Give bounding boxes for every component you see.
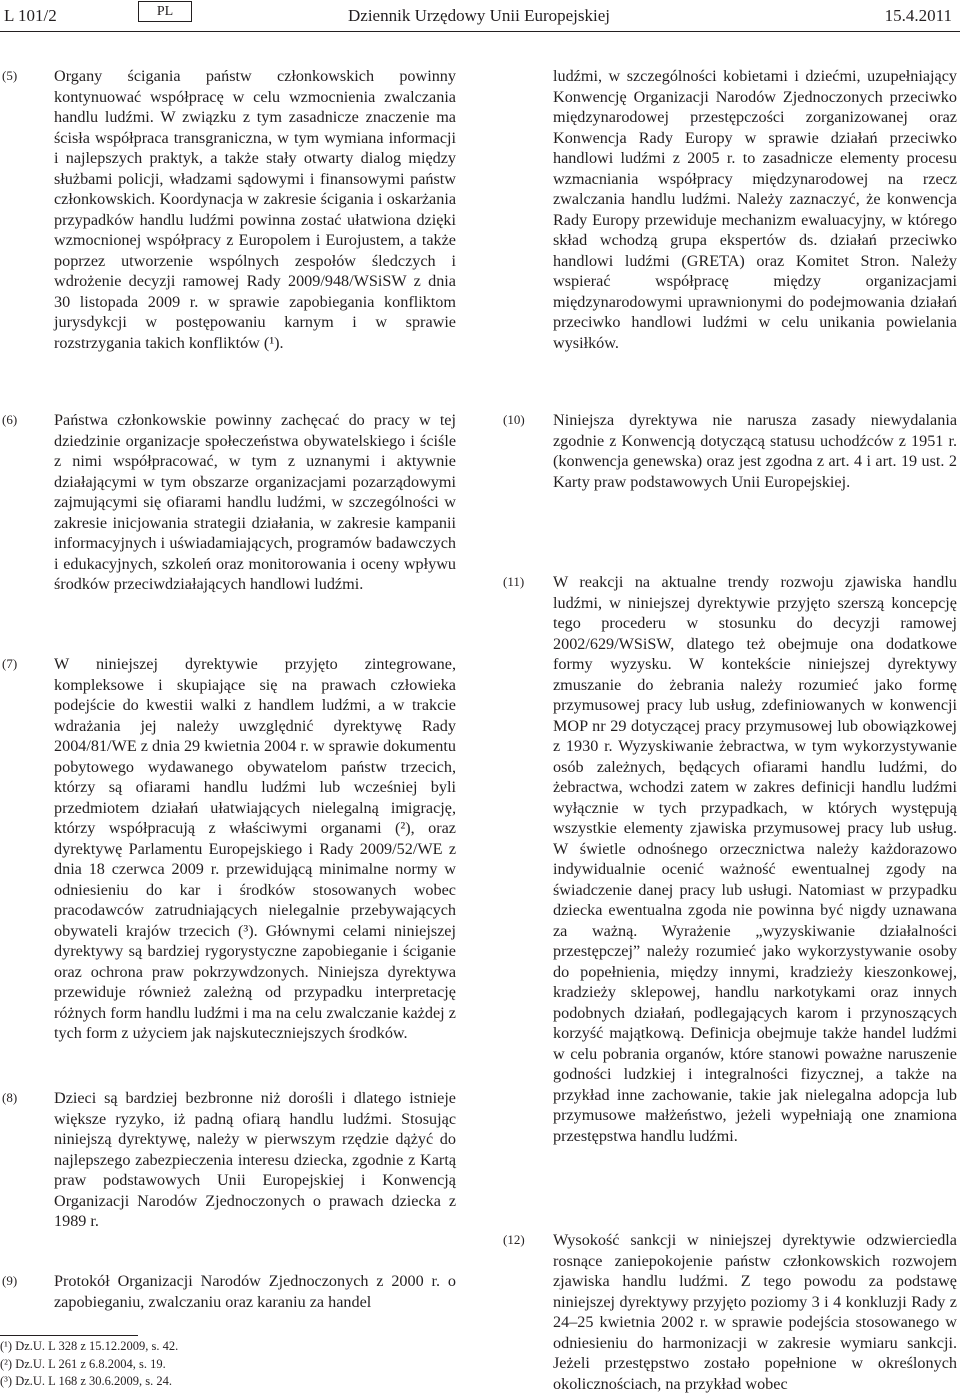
page-number: L 101/2 [4, 6, 57, 25]
recital-number: (11) [503, 574, 525, 589]
recital-number: (8) [2, 1090, 18, 1105]
language-badge: PL [138, 1, 192, 22]
recital-number: (6) [2, 412, 18, 427]
recital-number: (12) [503, 1232, 525, 1247]
header-rule [0, 31, 960, 32]
recital-number: (7) [2, 656, 18, 671]
recital-text: Dzieci są bardziej bezbronne niż dorośli i dlatego istnieje większe ryzyko, iż padną ofiarą handlu ludźmi. Stosując niniejszą dyrektywę, należy w pierwszym rzędzie dążyć do najlepszego zabezpieczenia interesu dziecka, zgodnie z Kartą praw podstawowych Unii Europejskiej i Konwencją Organizacji Narodów Zjednoczonych o prawach dziecka z 1989 r. [54, 1089, 456, 1230]
recital-text: ludźmi, w szczególności kobietami i dziećmi, uzupełniający Konwencję Organizacji Narodów Zjednoczonych przeciwko międzynarodowej przestępczości zorganizowanej oraz Konwencja Rady Europy w sprawie działań przeciwko handlowi ludźmi z 2005 r. to zasadnicze elementy procesu wzmacniania współpracy międzynarodowej na rzecz zwalczania handlu ludźmi. Należy zaznaczyć, że konwencja Rady Europy przewiduje mechanizm ewaluacyjny, w którego skład wchodzą grupa ekspertów ds. działań przeciwko handlowi ludźmi (GRETA) oraz Komitet Stron. Należy wspierać współpracę między organizacjami międzynarodowymi uprawnionymi do podejmowania działań przeciwko handlowi ludźmi w celu unikania powielania wysiłków. [553, 67, 957, 352]
publication-date: 15.4.2011 [884, 6, 952, 25]
recital-text: Organy ścigania państw członkowskich powinny kontynuować współpracę w celu wzmocnienia zwalczania handlu ludźmi. W związku z tym zasadnicze znaczenie ma ścisła współpraca transgraniczna, w tym wymiana informacji i najlepszych praktyk, a także stały otwarty dialog między służbami policji, władzami sądowymi i finansowymi państw członkowskich. Koordynacja w zakresie ścigania i oskarżania przypadków handlu ludźmi powinna zostać ułatwiona dzięki wzmocnionej współpracy z Europolem i Eurojustem, a także poprzez utworzenie wspólnych zespołów śledczych i wdrożenie decyzji ramowej Rady 2009/948/WSiSW z dnia 30 listopada 2009 r. w sprawie zapobiegania konfliktom jurysdykcji w postępowaniu karnym i w sprawie rozstrzygania takich konfliktów (¹). [54, 67, 456, 352]
footnotes [0, 1338, 178, 1391]
page-header [0, 0, 960, 32]
recital-text: Wysokość sankcji w niniejszej dyrektywie odzwierciedla rosnące zaniepokojenie państw członkowskich rozwojem zjawiska handlu ludźmi. Z tego powodu za podstawę niniejszej dyrektywy przyjęto poziomy 3 i 4 konkluzji Rady z 24–25 kwietnia 2002 r. w sprawie podejścia stosowanego w odniesieniu do harmonizacji w zakresie wymiaru sankcji. Jeżeli przestępstwo zostało popełnione w określonych okolicznościach, na przykład wobec [553, 1231, 957, 1393]
footnote-1: (¹) Dz.U. L 328 z 15.12.2009, s. 42. [0, 1339, 179, 1353]
footnote-rule [0, 1335, 138, 1336]
recital-text: W reakcji na aktualne trendy rozwoju zjawiska handlu ludźmi, w niniejszej dyrektywie przyjęto szerszą koncepcję tego procederu w stosunku do decyzji ramowej 2002/629/WSiSW, dlatego też obejmuje ona dodatkowe formy wyzysku. W kontekście niniejszej dyrektywy zmuszanie do żebrania należy rozumieć jako formę przymusowej pracy lub usług, zdefiniowanych w konwencji MOP nr 29 dotyczącej pracy przymusowej lub obowiązkowej z 1930 r. Wyzyskiwanie żebractwa, w tym wykorzystywanie osób zależnych, będących ofiarami handlu ludźmi, do żebractwa, wchodzi zatem w zakres definicji handlu ludźmi wyłącznie w tych przypadkach, w których występują wszystkie elementy zjawiska przymusowej pracy lub usług. W świetle odnośnego orzecznictwa należy każdorazowo indywidualnie ocenić ważność ewentualnej zgody na świadczenie danej pracy lub usługi. Natomiast w przypadku dziecka ewentualna zgoda nie powinna być nigdy uznawana za ważną. Wyrażenie „wyzyskiwanie działalności przestępczej” należy rozumieć jako wykorzystywanie osoby do popełnienia, między innymi, kradzieży kieszonkowej, kradzieży sklepowej, handlu narkotykami oraz innych podobnych działań, podlegających karom i przynoszących korzyść majątkową. Definicja obejmuje także handel ludźmi w celu pobrania organów, które stanowi poważne naruszenie godności ludzkiej i integralności fizycznej, a także na przykład inne zachowanie, takie jak nielegalna adopcja lub przymusowe małżeństwo, jeżeli wypełniają one znamiona przestępstwa handlu ludźmi. [553, 573, 957, 1145]
recital-text: W niniejszej dyrektywie przyjęto zintegrowane, kompleksowe i skupiające się na prawach człowieka podejście do kwestii walki z handlem ludźmi, a w trakcie wdrażania jej należy uwzględnić dyrektywę Rady 2004/81/WE z dnia 29 kwietnia 2004 r. w sprawie dokumentu pobytowego wydawanego obywatelom państw trzecich, którzy są ofiarami handlu ludźmi lub wcześniej byli przedmiotem działań ułatwiających nielegalną imigrację, którzy współpracują z właściwymi organami (²), oraz dyrektywę Parlamentu Europejskiego i Rady 2009/52/WE z dnia 18 czerwca 2009 r. przewidującą minimalne normy w odniesieniu do kar i środków stosowanych wobec pracodawców zatrudniających nielegalnie przebywających obywateli krajów trzecich (³). Głównymi celami niniejszej dyrektywy są bardziej rygorystyczne zapobieganie i ściganie oraz ochrona praw pokrzywdzonych. Niniejsza dyrektywa przewiduje również zależną od przypadku interpretację różnych form handlu ludźmi i ma na celu zwalczanie każdej z tych form z użyciem jak najskuteczniejszych środków. [54, 655, 456, 1042]
footnote-3: (³) Dz.U. L 168 z 30.6.2009, s. 24. [0, 1374, 173, 1388]
recital-number: (5) [2, 68, 18, 83]
footnote-2: (²) Dz.U. L 261 z 6.8.2004, s. 19. [0, 1356, 166, 1371]
recital-text: Niniejsza dyrektywa nie narusza zasady niewydalania zgodnie z Konwencją dotyczącą statusu uchodźców z 1951 r. (konwencja genewska) oraz jest zgodna z art. 4 i art. 19 ust. 2 Karty praw podstawowych Unii Europejskiej. [553, 411, 957, 491]
journal-title: Dziennik Urzędowy Unii Europejskiej [348, 6, 611, 25]
recital-number: (9) [2, 1273, 18, 1288]
recital-text: Państwa członkowskie powinny zachęcać do pracy w tej dziedzinie organizacje społeczeństwa obywatelskiego i ściśle z nimi współpracować, w tym z uznanymi i aktywnie działającymi w tym obszarze organizacjami pozarządowymi zajmującymi się ofiarami handlu ludźmi, w szczególności w zakresie inicjowania strategii działania, w zakresie kampanii informacyjnych i uświadamiających, programów badawczych i edukacyjnych, szkoleń oraz monitorowania i oceny wpływu środków przeciwdziałających handlowi ludźmi. [54, 411, 456, 593]
recital-number: (10) [503, 412, 525, 427]
recital-text: Protokół Organizacji Narodów Zjednoczonych z 2000 r. o zapobieganiu, zwalczaniu oraz karaniu za handel [54, 1272, 456, 1311]
